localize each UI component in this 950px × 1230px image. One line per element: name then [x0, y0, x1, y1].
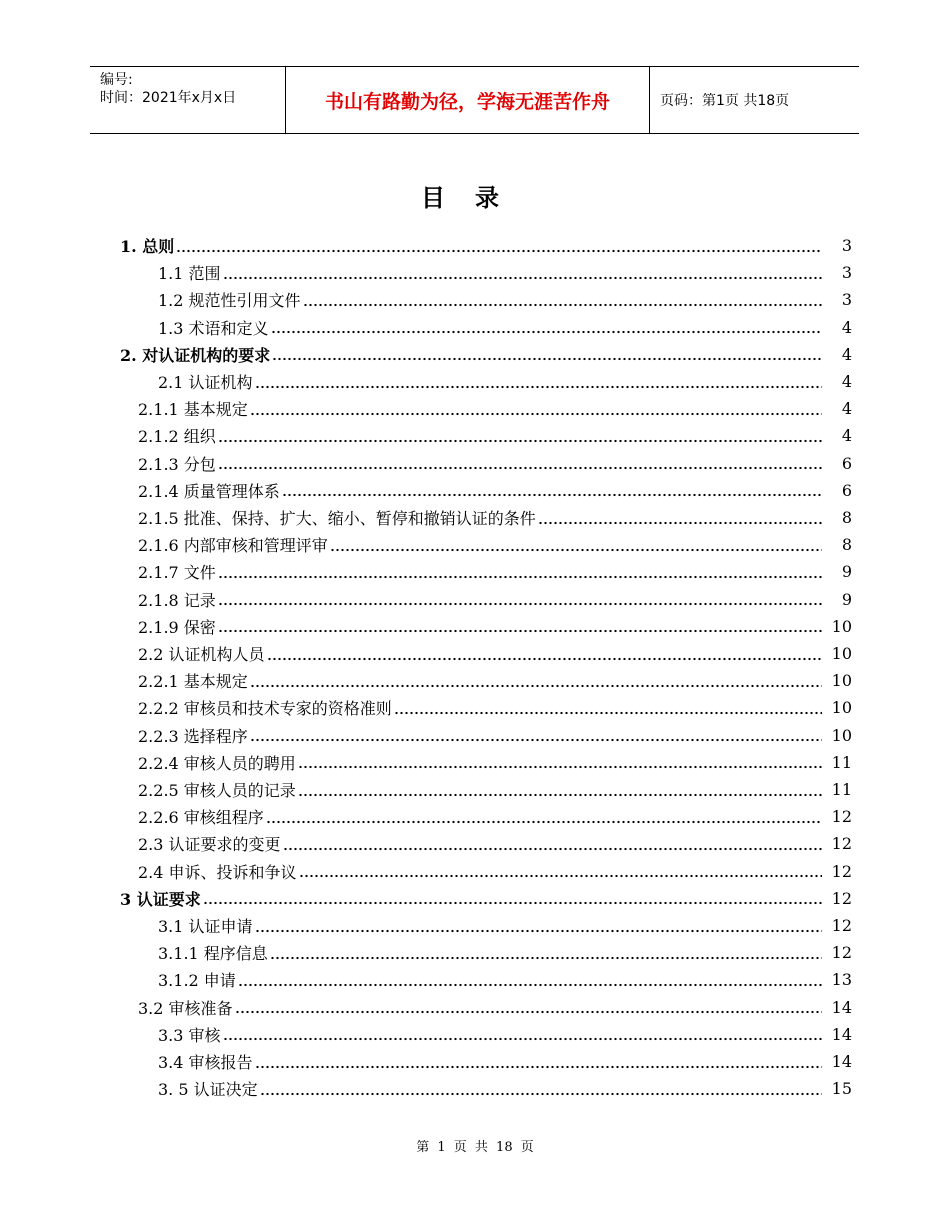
page-header — [90, 66, 859, 134]
toc-entry-label: 2.1.5 批准、保持、扩大、缩小、暂停和撤销认证的条件 — [138, 509, 536, 528]
toc-entry-label: 2.1.6 内部审核和管理评审 — [138, 536, 328, 556]
toc-leader-dots — [303, 291, 822, 309]
toc-entry[interactable] — [138, 667, 852, 694]
toc-entry-page: 14 — [831, 1024, 852, 1044]
toc-entry[interactable] — [138, 422, 852, 449]
toc-entry-label: 1.2 规范性引用文件 — [158, 291, 301, 311]
toc-entry-label: 1. 总则 — [120, 237, 175, 256]
toc-entry-label: 2.3 认证要求的变更 — [138, 835, 281, 855]
toc-leader-dots — [255, 917, 822, 935]
number-label: 编号: — [100, 72, 133, 88]
toc-entry-page: 8 — [841, 508, 852, 527]
header-meta — [90, 67, 286, 133]
toc-entry[interactable] — [138, 504, 852, 531]
toc-entry-page: 14 — [831, 997, 852, 1017]
toc-entry-page: 4 — [841, 426, 852, 446]
toc-entry-page: 12 — [831, 943, 852, 963]
toc-entry[interactable] — [158, 939, 852, 966]
toc-leader-dots — [238, 971, 822, 989]
toc-entry[interactable] — [138, 477, 852, 504]
toc-entry[interactable] — [138, 586, 852, 613]
toc-entry-label: 2.2.3 选择程序 — [138, 726, 248, 746]
toc-leader-dots — [218, 590, 822, 608]
motto-text: 书山有路勤为径，学海无涯苦作舟 — [324, 90, 610, 113]
toc-entry-label: 2.2.2 审核员和技术专家的资格准则 — [138, 699, 392, 719]
toc-entry-page: 12 — [831, 834, 852, 854]
toc-entry-page: 9 — [841, 562, 852, 582]
toc-entry[interactable] — [158, 314, 852, 341]
toc-leader-dots — [267, 645, 822, 663]
toc-entry-page: 12 — [831, 861, 852, 881]
toc-leader-dots — [255, 373, 822, 391]
toc-entry[interactable] — [138, 803, 852, 830]
toc-entry[interactable] — [158, 1048, 852, 1075]
toc-entry[interactable] — [138, 776, 852, 803]
toc-entry-label: 2.1.7 文件 — [138, 563, 216, 583]
toc-entry-label: 3.3 审核 — [158, 1025, 221, 1045]
toc-leader-dots — [283, 835, 822, 853]
toc-entry-label: 2.1.9 保密 — [138, 617, 216, 637]
toc-entry-label: 2. 对认证机构的要求 — [120, 345, 271, 365]
toc-entry[interactable] — [158, 368, 852, 395]
toc-leader-dots — [299, 862, 822, 880]
toc-entry-page: 8 — [841, 535, 852, 555]
toc-entry[interactable] — [138, 830, 852, 857]
toc-entry[interactable] — [120, 341, 852, 368]
toc-entry[interactable] — [158, 259, 852, 286]
toc-entry[interactable] — [158, 966, 852, 993]
toc-entry-label: 1.3 术语和定义 — [158, 318, 269, 338]
toc-leader-dots — [282, 481, 822, 499]
toc-entry-page: 11 — [831, 780, 852, 799]
toc-entry[interactable] — [120, 885, 852, 912]
toc-entry-label: 2.2.6 审核组程序 — [138, 808, 264, 828]
toc-leader-dots — [223, 264, 822, 282]
toc-entry-label: 2.2.1 基本规定 — [138, 672, 248, 692]
toc-entry-label: 2.1.3 分包 — [138, 454, 216, 474]
toc-entry-page: 12 — [831, 807, 852, 827]
toc-entry-label: 3.2 审核准备 — [138, 998, 233, 1018]
toc-entry-page: 12 — [831, 916, 852, 935]
toc-leader-dots — [255, 1053, 822, 1071]
toc-entry-page: 11 — [831, 752, 852, 772]
toc-entry-page: 3 — [841, 236, 852, 255]
toc-entry-page: 15 — [831, 1079, 852, 1099]
toc-entry-label: 3.4 审核报告 — [158, 1053, 253, 1072]
toc-entry-page: 4 — [841, 317, 852, 337]
toc-entry-label: 3.1.2 申请 — [158, 971, 236, 991]
toc-entry-label: 2.2 认证机构人员 — [138, 645, 265, 664]
toc-entry[interactable] — [138, 395, 852, 422]
toc-leader-dots — [272, 345, 822, 363]
toc-entry[interactable] — [158, 912, 852, 939]
toc-entry-page: 10 — [831, 698, 852, 718]
toc-leader-dots — [298, 753, 822, 771]
toc-entry-label: 2.1.8 记录 — [138, 590, 216, 610]
toc-entry-page: 4 — [841, 372, 852, 391]
toc-leader-dots — [538, 509, 822, 527]
toc-entry-page: 14 — [831, 1052, 852, 1071]
toc-leader-dots — [271, 318, 822, 336]
page-info-text: 页码：第1页 共18页 — [660, 93, 790, 109]
toc-entry-page: 4 — [841, 399, 852, 419]
toc-leader-dots — [218, 454, 822, 472]
toc-entry[interactable] — [158, 1075, 852, 1102]
toc-entry-page: 10 — [831, 725, 852, 745]
toc-entry[interactable] — [158, 286, 852, 313]
toc-entry-label: 3 认证要求 — [120, 889, 201, 909]
toc-entry-label: 2.2.5 审核人员的记录 — [138, 781, 296, 800]
toc-leader-dots — [218, 427, 822, 445]
toc-leader-dots — [250, 726, 822, 744]
toc-entry-page: 3 — [841, 290, 852, 310]
toc-leader-dots — [330, 536, 822, 554]
toc-entry-page: 10 — [831, 671, 852, 691]
toc-leader-dots — [250, 672, 822, 690]
toc-leader-dots — [218, 563, 822, 581]
toc-entry-label: 3. 5 认证决定 — [158, 1080, 258, 1100]
toc-entry[interactable] — [138, 531, 852, 558]
time-label: 时间：2021年x月x日 — [100, 90, 237, 106]
toc-entry-label: 2.2.4 审核人员的聘用 — [138, 753, 296, 773]
toc-leader-dots — [394, 699, 822, 717]
toc-leader-dots — [298, 781, 822, 799]
toc-entry-page: 10 — [831, 644, 852, 663]
toc-entry-label: 2.1.2 组织 — [138, 427, 216, 447]
toc-entry-label: 2.1.4 质量管理体系 — [138, 481, 280, 501]
toc-leader-dots — [260, 1080, 822, 1098]
toc-entry-page: 13 — [831, 970, 852, 990]
toc-entry[interactable] — [120, 232, 852, 259]
toc-entry-page: 12 — [831, 888, 852, 908]
toc-entry-page: 6 — [841, 453, 852, 473]
toc-leader-dots — [218, 617, 822, 635]
toc-entry[interactable] — [138, 749, 852, 776]
toc-entry-page: 10 — [831, 616, 852, 636]
toc-leader-dots — [270, 944, 822, 962]
toc-entry[interactable] — [138, 613, 852, 640]
toc-entry-label: 2.1 认证机构 — [158, 373, 253, 392]
toc-leader-dots — [266, 808, 822, 826]
toc-entry-page: 4 — [841, 344, 852, 364]
toc-entry-label: 1.1 范围 — [158, 264, 221, 284]
toc-entry[interactable] — [138, 994, 852, 1021]
toc-entry-page: 3 — [841, 263, 852, 283]
toc-leader-dots — [250, 400, 822, 418]
toc-entry-label: 3.1.1 程序信息 — [158, 944, 268, 964]
toc-entry[interactable] — [138, 558, 852, 585]
header-page-info — [650, 67, 859, 133]
toc-entry[interactable] — [158, 1021, 852, 1048]
toc-entry-page: 9 — [841, 589, 852, 609]
page-title: 目录 — [421, 184, 529, 212]
toc-leader-dots — [235, 998, 822, 1016]
toc-entry-label: 2.1.1 基本规定 — [138, 400, 248, 420]
toc-entry[interactable] — [138, 858, 852, 885]
toc-leader-dots — [223, 1025, 822, 1043]
toc-entry-page: 6 — [841, 480, 852, 500]
toc-leader-dots — [176, 237, 822, 255]
toc-entry-label: 3.1 认证申请 — [158, 917, 253, 936]
toc-entry[interactable] — [138, 722, 852, 749]
toc-leader-dots — [203, 889, 822, 907]
toc-entry-label: 2.4 申诉、投诉和争议 — [138, 862, 297, 882]
page-footer: 第 1 页 共 18 页 — [416, 1140, 534, 1155]
header-motto — [286, 67, 650, 133]
toc-entry[interactable] — [138, 694, 852, 721]
toc-entry[interactable] — [138, 640, 852, 667]
toc-entry[interactable] — [138, 450, 852, 477]
